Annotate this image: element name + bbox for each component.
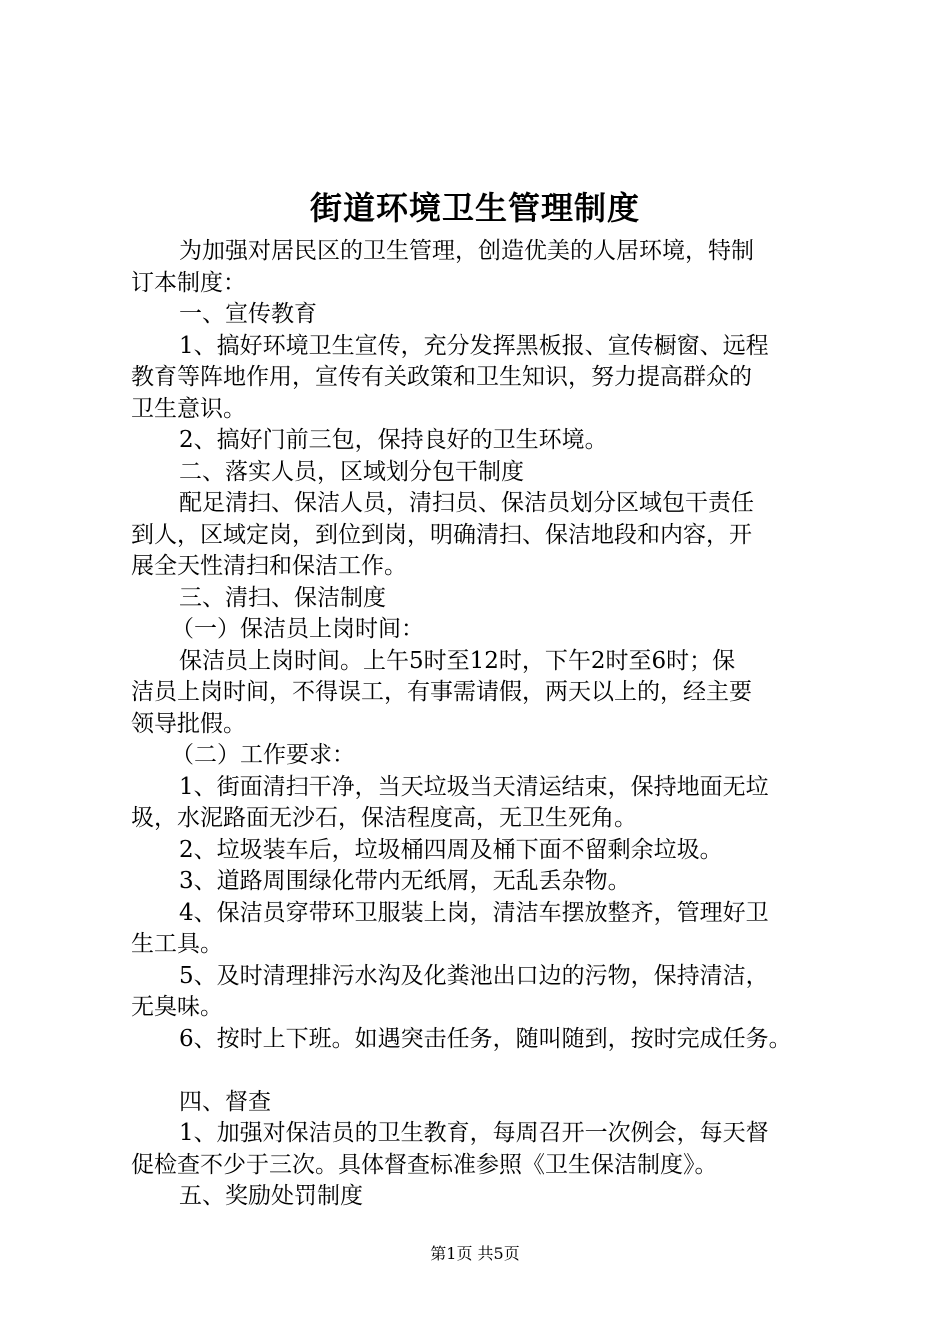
paragraph-line: 1、搞好环境卫生宣传，充分发挥黑板报、宣传橱窗、远程	[179, 332, 769, 359]
paragraph-line: 1、加强对保洁员的卫生教育，每周召开一次例会，每天督	[179, 1120, 769, 1146]
paragraph-line: 洁员上岗时间，不得误工，有事需请假，两天以上的，经主要	[131, 679, 752, 705]
paragraph-line: 圾，水泥路面无沙石，保洁程度高，无卫生死角。	[131, 805, 637, 831]
paragraph-line: 无臭味。	[131, 994, 223, 1020]
paragraph-line: 到人，区域定岗，到位到岗，明确清扫、保洁地段和内容，开	[131, 521, 752, 548]
paragraph-line: 五、奖励处罚制度	[179, 1183, 363, 1209]
paragraph-line: 保洁员上岗时间。上午5时至12时，下午2时至6时；保	[179, 647, 736, 674]
paragraph-line: 二、落实人员，区域划分包干制度	[179, 458, 524, 485]
document-body	[131, 236, 833, 1213]
paragraph-line: 2、垃圾装车后，垃圾桶四周及桶下面不留剩余垃圾。	[179, 836, 723, 863]
document-title: 街道环境卫生管理制度	[309, 189, 640, 227]
paragraph-line: 为加强对居民区的卫生管理，创造优美的人居环境，特制	[179, 238, 754, 264]
paragraph-line: 四、督查	[179, 1088, 271, 1115]
paragraph-line: （一）保洁员上岗时间：	[171, 616, 424, 642]
page-footer: 第1页 共5页	[430, 1244, 520, 1263]
paragraph-line: 5、及时清理排污水沟及化粪池出口边的污物，保持清洁，	[179, 962, 769, 989]
paragraph-line: 2、搞好门前三包，保持良好的卫生环境。	[179, 427, 608, 453]
paragraph-line: （二）工作要求：	[171, 742, 355, 768]
paragraph-line: 一、宣传教育	[179, 301, 317, 327]
paragraph-line: 卫生意识。	[131, 395, 246, 422]
paragraph-line: 促检查不少于三次。具体督查标准参照《卫生保洁制度》。	[131, 1151, 718, 1178]
paragraph-line: 配足清扫、保洁人员，清扫员、保洁员划分区域包干责任	[179, 490, 754, 516]
paragraph-line: 3、道路周围绿化带内无纸屑，无乱丢杂物。	[179, 868, 631, 894]
paragraph-line: 6、按时上下班。如遇突击任务，随叫随到，按时完成任务。	[179, 1025, 792, 1052]
paragraph-line: 教育等阵地作用，宣传有关政策和卫生知识，努力提高群众的	[131, 364, 752, 390]
paragraph-line: 4、保洁员穿带环卫服装上岗，清洁车摆放整齐，管理好卫	[179, 899, 769, 926]
paragraph-line: 三、清扫、保洁制度	[179, 584, 386, 611]
paragraph-line: 领导批假。	[131, 710, 246, 737]
blank-line	[131, 1055, 833, 1087]
paragraph-line: 1、街面清扫干净，当天垃圾当天清运结束，保持地面无垃	[179, 773, 769, 800]
paragraph-line: 订本制度：	[131, 269, 246, 296]
paragraph-line: 生工具。	[131, 931, 223, 957]
paragraph-line: 展全天性清扫和保洁工作。	[131, 553, 407, 579]
